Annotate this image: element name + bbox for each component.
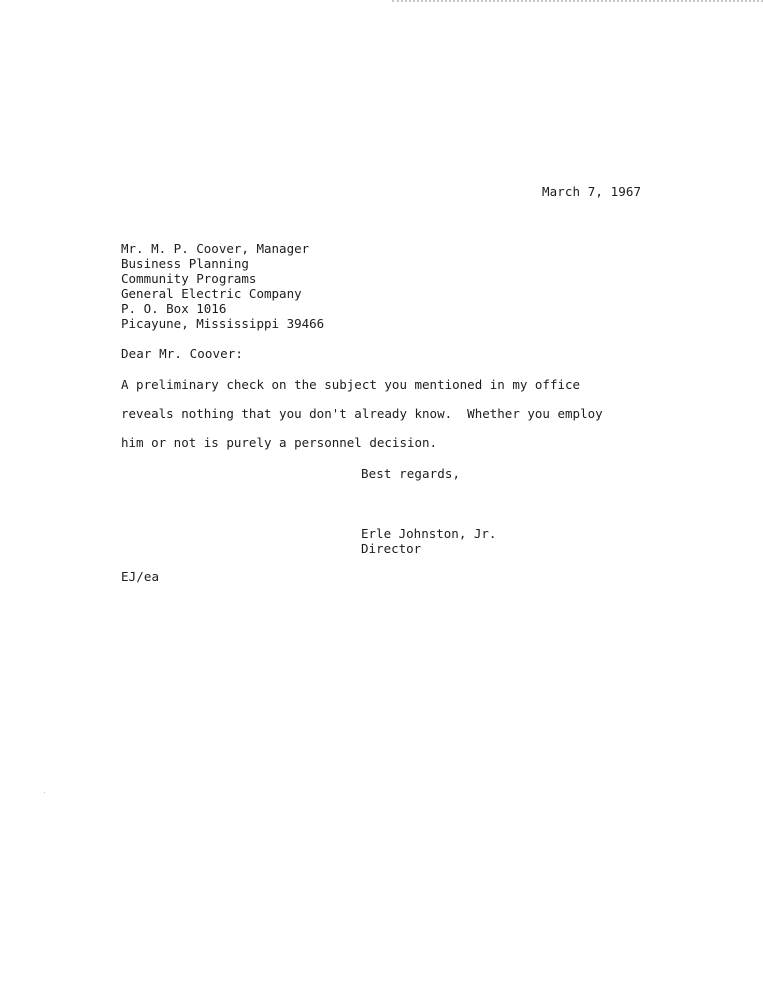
address-line-name: Mr. M. P. Coover, Manager — [121, 241, 310, 256]
body-line: reveals nothing that you don't already know. Whether you employ — [121, 406, 603, 421]
body-line: him or not is purely a personnel decision. — [121, 435, 438, 450]
recipient-address — [121, 241, 324, 331]
address-line-department: Business Planning — [121, 256, 249, 271]
address-line-po-box: P. O. Box 1016 — [121, 301, 227, 316]
page-top-edge — [392, 0, 763, 2]
body-line: A preliminary check on the subject you mentioned in my office — [121, 377, 581, 392]
letter-date: March 7, 1967 — [542, 184, 642, 199]
signature-title: Director — [361, 541, 422, 556]
address-line-division: Community Programs — [121, 271, 257, 286]
closing: Best regards, — [361, 466, 461, 481]
address-line-city: Picayune, Mississippi 39466 — [121, 316, 325, 331]
signature-name: Erle Johnston, Jr. — [361, 526, 497, 541]
address-line-company: General Electric Company — [121, 286, 302, 301]
signature-block — [361, 526, 496, 556]
scan-speck — [44, 792, 45, 793]
salutation: Dear Mr. Coover: — [121, 346, 244, 361]
letter-body — [121, 377, 603, 464]
typist-initials: EJ/ea — [121, 569, 160, 584]
